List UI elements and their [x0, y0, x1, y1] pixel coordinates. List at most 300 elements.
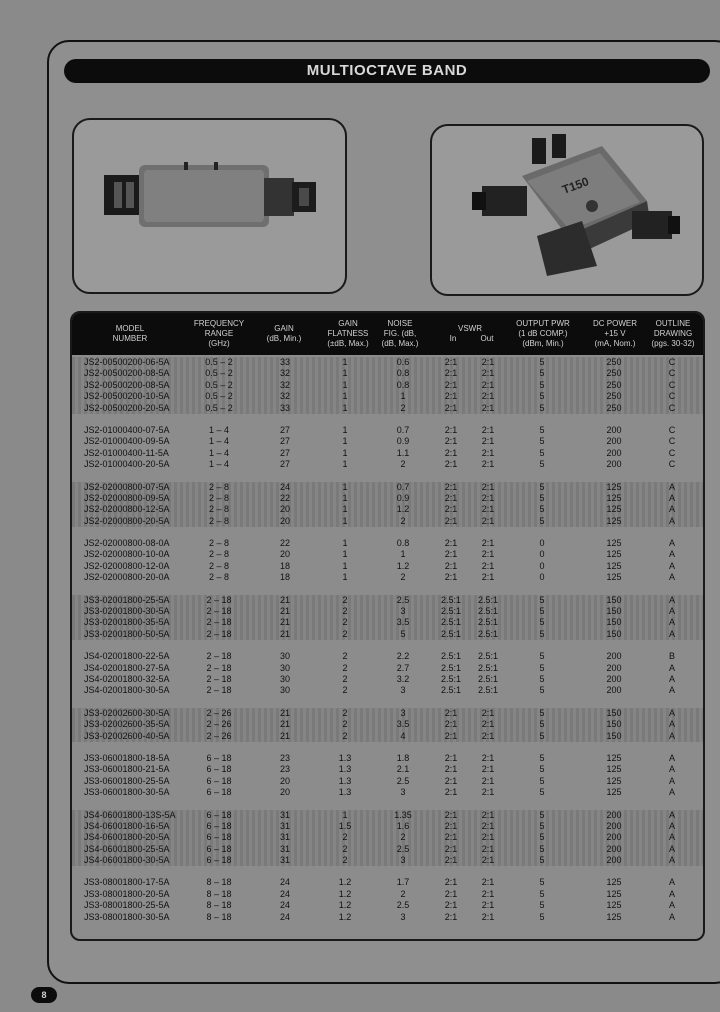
cell-vswr-in: 2.5:1 [440, 628, 462, 639]
cell-noise-figure: 1 [400, 549, 406, 560]
cell-gain: 27 [279, 424, 290, 435]
cell-noise-figure: 3.5 [396, 719, 410, 730]
table-row [72, 753, 703, 764]
cell-vswr-out: 2:1 [481, 357, 495, 367]
cell-vswr-in: 2:1 [444, 719, 458, 730]
cell-noise-figure: 2 [400, 572, 406, 583]
table-row [72, 595, 703, 606]
cell-vswr-in: 2.5:1 [440, 673, 462, 684]
table-row [72, 504, 703, 515]
cell-output-power: 5 [539, 481, 545, 492]
cell-vswr-in: 2.5:1 [440, 594, 462, 605]
table-row [72, 606, 703, 617]
cell-gain: 30 [279, 673, 290, 684]
cell-dc-power: 200 [606, 843, 622, 854]
row-group [72, 753, 703, 799]
cell-dc-power: 150 [606, 606, 622, 617]
cell-gain: 24 [279, 877, 290, 888]
cell-vswr-out: 2.5:1 [477, 685, 499, 696]
cell-vswr-out: 2:1 [481, 752, 495, 763]
cell-frequency: 6 – 18 [206, 820, 232, 831]
cell-vswr-out: 2:1 [481, 764, 495, 775]
cell-noise-figure: 3.5 [396, 617, 410, 628]
cell-output-power: 5 [539, 855, 545, 866]
cell-frequency: 6 – 18 [206, 775, 232, 786]
table-row [72, 844, 703, 855]
cell-output-power: 5 [539, 685, 545, 696]
cell-noise-figure: 5 [400, 628, 406, 639]
table-row [72, 459, 703, 470]
cell-dc-power: 200 [606, 673, 622, 684]
row-group [72, 357, 703, 414]
cell-gain-flatness: 1.2 [338, 877, 352, 888]
cell-model: JS3-08001800-20-5A [84, 888, 170, 899]
cell-gain: 27 [279, 436, 290, 447]
cell-frequency: 2 – 18 [206, 594, 232, 605]
cell-vswr-out: 2:1 [481, 504, 495, 515]
cell-frequency: 6 – 18 [206, 809, 232, 820]
cell-vswr-in: 2:1 [444, 459, 458, 470]
cell-vswr-in: 2:1 [444, 572, 458, 583]
row-group [72, 651, 703, 697]
cell-noise-figure: 1.2 [396, 560, 410, 571]
cell-noise-figure: 0.8 [396, 379, 410, 390]
cell-gain-flatness: 2 [342, 719, 348, 730]
cell-model: JS4-06001800-13S-5A [84, 809, 176, 820]
table-row [72, 900, 703, 911]
cell-outline: A [668, 560, 675, 571]
cell-dc-power: 250 [606, 357, 622, 367]
cell-vswr-in: 2:1 [444, 832, 458, 843]
table-row [72, 403, 703, 414]
cell-noise-figure: 3 [400, 911, 406, 922]
cell-model: JS3-02002600-35-5A [84, 719, 170, 730]
product-photo-flange [430, 124, 704, 296]
cell-gain: 33 [279, 357, 290, 367]
table-row [72, 561, 703, 572]
header-vswr: VSWR In Out [436, 313, 504, 355]
cell-frequency: 1 – 4 [208, 459, 230, 470]
cell-model: JS3-02001800-50-5A [84, 628, 170, 639]
cell-dc-power: 125 [606, 504, 622, 515]
cell-vswr-out: 2:1 [481, 560, 495, 571]
cell-gain-flatness: 1.3 [338, 787, 352, 798]
product-label: T150 [560, 174, 591, 197]
header-output-power: OUTPUT PWR (1 dB COMP.) (dBm, Min.) [516, 319, 570, 348]
cell-output-power: 5 [539, 787, 545, 798]
cell-vswr-in: 2:1 [444, 820, 458, 831]
cell-outline: A [668, 504, 675, 515]
cell-frequency: 0.5 – 2 [205, 357, 233, 367]
cell-vswr-in: 2:1 [444, 504, 458, 515]
cell-output-power: 5 [539, 707, 545, 718]
cell-outline: A [668, 538, 675, 549]
cell-gain-flatness: 1.2 [338, 900, 352, 911]
cell-model: JS4-06001800-25-5A [84, 843, 170, 854]
table-row [72, 685, 703, 696]
cell-noise-figure: 2 [400, 402, 406, 413]
cell-gain-flatness: 1 [342, 809, 348, 820]
cell-gain-flatness: 1 [342, 436, 348, 447]
cell-gain: 24 [279, 888, 290, 899]
cell-vswr-out: 2:1 [481, 572, 495, 583]
cell-output-power: 5 [539, 877, 545, 888]
cell-vswr-in: 2:1 [444, 424, 458, 435]
cell-vswr-in: 2.5:1 [440, 606, 462, 617]
cell-vswr-out: 2:1 [481, 436, 495, 447]
cell-vswr-out: 2:1 [481, 481, 495, 492]
row-group [72, 595, 703, 641]
table-row [72, 436, 703, 447]
cell-output-power: 5 [539, 662, 545, 673]
cell-noise-figure: 2 [400, 459, 406, 470]
cell-model: JS3-02001800-35-5A [84, 617, 170, 628]
cell-output-power: 5 [539, 775, 545, 786]
cell-noise-figure: 0.8 [396, 538, 410, 549]
row-group [72, 877, 703, 923]
cell-noise-figure: 3 [400, 787, 406, 798]
cell-output-power: 0 [539, 549, 545, 560]
cell-gain: 31 [279, 820, 290, 831]
cell-output-power: 5 [539, 368, 545, 379]
cell-model: JS3-02002600-40-5A [84, 730, 170, 741]
cell-output-power: 5 [539, 402, 545, 413]
cell-gain-flatness: 2 [342, 730, 348, 741]
cell-noise-figure: 2.2 [396, 651, 410, 662]
cell-outline: A [668, 481, 675, 492]
cell-gain: 32 [279, 379, 290, 390]
cell-frequency: 6 – 18 [206, 787, 232, 798]
cell-gain: 18 [279, 560, 290, 571]
cell-frequency: 2 – 26 [206, 730, 232, 741]
cell-noise-figure: 2 [400, 515, 406, 526]
cell-vswr-out: 2:1 [481, 719, 495, 730]
cell-noise-figure: 0.6 [396, 357, 410, 367]
cell-gain: 32 [279, 368, 290, 379]
cell-gain: 32 [279, 391, 290, 402]
cell-outline: A [668, 888, 675, 899]
cell-frequency: 2 – 18 [206, 685, 232, 696]
cell-gain-flatness: 1.3 [338, 752, 352, 763]
cell-frequency: 8 – 18 [206, 900, 232, 911]
cell-outline: A [668, 515, 675, 526]
cell-vswr-in: 2:1 [444, 357, 458, 367]
cell-vswr-in: 2:1 [444, 515, 458, 526]
cell-noise-figure: 3 [400, 606, 406, 617]
cell-gain: 31 [279, 855, 290, 866]
cell-model: JS2-02000800-07-5A [84, 481, 170, 492]
cell-frequency: 1 – 4 [208, 447, 230, 458]
table-row [72, 493, 703, 504]
cell-gain-flatness: 1 [342, 391, 348, 402]
table-row [72, 764, 703, 775]
cell-outline: A [668, 843, 675, 854]
cell-gain-flatness: 1 [342, 424, 348, 435]
cell-vswr-in: 2.5:1 [440, 662, 462, 673]
cell-vswr-out: 2:1 [481, 877, 495, 888]
cell-vswr-in: 2:1 [444, 787, 458, 798]
cell-dc-power: 200 [606, 447, 622, 458]
cell-gain: 31 [279, 843, 290, 854]
cell-noise-figure: 0.9 [396, 492, 410, 503]
cell-model: JS2-02000800-09-5A [84, 492, 170, 503]
cell-frequency: 6 – 18 [206, 843, 232, 854]
cell-output-power: 5 [539, 436, 545, 447]
cell-vswr-out: 2:1 [481, 391, 495, 402]
cell-vswr-out: 2:1 [481, 775, 495, 786]
table-row [72, 731, 703, 742]
row-group [72, 810, 703, 867]
cell-model: JS2-01000400-11-5A [84, 447, 169, 458]
cell-outline: C [668, 379, 676, 390]
cell-noise-figure: 3.2 [396, 673, 410, 684]
cell-output-power: 0 [539, 560, 545, 571]
header-vswr-out: Out [480, 334, 494, 343]
cell-model: JS3-06001800-25-5A [84, 775, 170, 786]
cell-gain: 30 [279, 662, 290, 673]
cell-gain: 21 [279, 594, 290, 605]
cell-model: JS2-02000800-12-5A [84, 504, 170, 515]
cell-gain-flatness: 1.5 [338, 820, 352, 831]
cell-output-power: 5 [539, 888, 545, 899]
cell-output-power: 5 [539, 651, 545, 662]
header-model: MODEL NUMBER [112, 324, 148, 343]
cell-dc-power: 125 [606, 752, 622, 763]
cell-gain: 21 [279, 606, 290, 617]
cell-outline: A [668, 628, 675, 639]
cell-vswr-out: 2.5:1 [477, 662, 499, 673]
cell-vswr-out: 2.5:1 [477, 617, 499, 628]
cell-gain-flatness: 1 [342, 459, 348, 470]
product-photo-inline [72, 118, 347, 294]
cell-vswr-out: 2:1 [481, 379, 495, 390]
table-row [72, 663, 703, 674]
cell-output-power: 5 [539, 379, 545, 390]
cell-noise-figure: 1.8 [396, 752, 410, 763]
cell-outline: C [668, 447, 676, 458]
cell-output-power: 5 [539, 832, 545, 843]
cell-model: JS2-02000800-08-0A [84, 538, 170, 549]
cell-gain: 20 [279, 775, 290, 786]
cell-vswr-out: 2:1 [481, 911, 495, 922]
section-title: MULTIOCTAVE BAND [64, 59, 710, 83]
cell-frequency: 1 – 4 [208, 436, 230, 447]
cell-gain: 20 [279, 515, 290, 526]
cell-outline: A [668, 832, 675, 843]
cell-gain: 24 [279, 481, 290, 492]
cell-outline: A [668, 662, 675, 673]
cell-dc-power: 250 [606, 379, 622, 390]
cell-dc-power: 150 [606, 730, 622, 741]
table-row [72, 629, 703, 640]
table-row [72, 708, 703, 719]
page-number: 8 [31, 987, 57, 1003]
cell-vswr-out: 2:1 [481, 730, 495, 741]
cell-dc-power: 125 [606, 572, 622, 583]
table-row [72, 425, 703, 436]
cell-dc-power: 200 [606, 651, 622, 662]
cell-model: JS2-01000400-07-5A [84, 424, 170, 435]
cell-gain-flatness: 2 [342, 594, 348, 605]
cell-gain-flatness: 1 [342, 572, 348, 583]
cell-model: JS4-06001800-20-5A [84, 832, 170, 843]
cell-gain: 23 [279, 752, 290, 763]
cell-noise-figure: 1.2 [396, 504, 410, 515]
cell-output-power: 5 [539, 673, 545, 684]
cell-dc-power: 125 [606, 560, 622, 571]
cell-noise-figure: 2.5 [396, 900, 410, 911]
cell-gain-flatness: 2 [342, 606, 348, 617]
cell-output-power: 5 [539, 606, 545, 617]
table-row [72, 538, 703, 549]
cell-noise-figure: 2.5 [396, 594, 410, 605]
cell-gain: 22 [279, 538, 290, 549]
cell-vswr-in: 2:1 [444, 391, 458, 402]
header-noise-figure: NOISE FIG. (dB, (dB, Max.) [381, 319, 419, 348]
cell-dc-power: 125 [606, 787, 622, 798]
cell-gain-flatness: 1 [342, 515, 348, 526]
cell-model: JS3-02001800-25-5A [84, 594, 170, 605]
cell-gain: 24 [279, 900, 290, 911]
cell-frequency: 8 – 18 [206, 877, 232, 888]
cell-vswr-in: 2:1 [444, 549, 458, 560]
cell-outline: C [668, 459, 676, 470]
cell-model: JS3-06001800-18-5A [84, 752, 170, 763]
cell-dc-power: 125 [606, 764, 622, 775]
cell-outline: B [668, 651, 675, 662]
cell-frequency: 2 – 18 [206, 662, 232, 673]
cell-frequency: 0.5 – 2 [205, 391, 233, 402]
cell-outline: A [668, 752, 675, 763]
cell-vswr-in: 2:1 [444, 764, 458, 775]
cell-outline: A [668, 606, 675, 617]
table-row [72, 391, 703, 402]
cell-noise-figure: 1 [400, 391, 406, 402]
table-row [72, 889, 703, 900]
cell-output-power: 5 [539, 628, 545, 639]
cell-model: JS2-02000800-20-5A [84, 515, 170, 526]
cell-outline: A [668, 820, 675, 831]
cell-dc-power: 200 [606, 685, 622, 696]
cell-outline: C [668, 357, 676, 367]
cell-gain: 21 [279, 617, 290, 628]
cell-outline: A [668, 572, 675, 583]
cell-vswr-in: 2:1 [444, 730, 458, 741]
cell-noise-figure: 3 [400, 685, 406, 696]
cell-noise-figure: 0.7 [396, 424, 410, 435]
row-group [72, 708, 703, 742]
table-row [72, 448, 703, 459]
table-row [72, 821, 703, 832]
cell-gain-flatness: 1.2 [338, 888, 352, 899]
cell-frequency: 2 – 18 [206, 673, 232, 684]
table-row [72, 776, 703, 787]
cell-outline: A [668, 911, 675, 922]
cell-vswr-in: 2:1 [444, 492, 458, 503]
cell-gain: 30 [279, 685, 290, 696]
table-row [72, 516, 703, 527]
table-row [72, 855, 703, 866]
inline-amplifier-illustration [74, 120, 345, 292]
cell-noise-figure: 1.6 [396, 820, 410, 831]
cell-outline: C [668, 402, 676, 413]
cell-vswr-out: 2.5:1 [477, 594, 499, 605]
cell-dc-power: 150 [606, 719, 622, 730]
cell-outline: A [668, 787, 675, 798]
cell-vswr-out: 2:1 [481, 538, 495, 549]
cell-noise-figure: 1.1 [396, 447, 410, 458]
cell-vswr-in: 2:1 [444, 809, 458, 820]
cell-dc-power: 200 [606, 662, 622, 673]
cell-dc-power: 125 [606, 481, 622, 492]
cell-outline: A [668, 673, 675, 684]
cell-dc-power: 150 [606, 617, 622, 628]
cell-model: JS3-06001800-30-5A [84, 787, 170, 798]
cell-frequency: 0.5 – 2 [205, 368, 233, 379]
table-row [72, 357, 703, 368]
cell-vswr-out: 2:1 [481, 832, 495, 843]
cell-model: JS2-00500200-20-5A [84, 402, 170, 413]
cell-frequency: 2 – 8 [208, 515, 230, 526]
cell-frequency: 2 – 18 [206, 651, 232, 662]
cell-dc-power: 150 [606, 628, 622, 639]
header-gain-flatness: GAIN FLATNESS (±dB, Max.) [327, 319, 369, 348]
cell-model: JS3-08001800-30-5A [84, 911, 170, 922]
cell-noise-figure: 0.7 [396, 481, 410, 492]
cell-output-power: 5 [539, 447, 545, 458]
cell-vswr-out: 2:1 [481, 843, 495, 854]
cell-gain-flatness: 2 [342, 651, 348, 662]
cell-dc-power: 125 [606, 911, 622, 922]
cell-model: JS2-02000800-10-0A [84, 549, 170, 560]
cell-vswr-out: 2.5:1 [477, 628, 499, 639]
cell-model: JS2-00500200-06-5A [84, 357, 170, 367]
cell-dc-power: 125 [606, 492, 622, 503]
cell-gain: 20 [279, 549, 290, 560]
cell-vswr-in: 2.5:1 [440, 651, 462, 662]
cell-gain-flatness: 1 [342, 481, 348, 492]
table-row [72, 572, 703, 583]
cell-output-power: 5 [539, 617, 545, 628]
cell-model: JS4-06001800-30-5A [84, 855, 170, 866]
cell-dc-power: 125 [606, 775, 622, 786]
cell-vswr-in: 2:1 [444, 752, 458, 763]
cell-gain-flatness: 1.2 [338, 911, 352, 922]
cell-gain-flatness: 2 [342, 843, 348, 854]
cell-outline: C [668, 424, 676, 435]
table-row [72, 719, 703, 730]
cell-gain: 27 [279, 447, 290, 458]
cell-output-power: 5 [539, 459, 545, 470]
cell-dc-power: 200 [606, 459, 622, 470]
cell-gain-flatness: 1 [342, 357, 348, 367]
table-row [72, 651, 703, 662]
cell-noise-figure: 1.7 [396, 877, 410, 888]
header-vswr-in: In [449, 334, 457, 343]
cell-frequency: 8 – 18 [206, 888, 232, 899]
cell-model: JS4-02001800-30-5A [84, 685, 170, 696]
cell-dc-power: 125 [606, 549, 622, 560]
cell-gain-flatness: 2 [342, 832, 348, 843]
cell-vswr-out: 2:1 [481, 492, 495, 503]
cell-frequency: 2 – 26 [206, 719, 232, 730]
table-row [72, 674, 703, 685]
cell-outline: A [668, 775, 675, 786]
cell-gain-flatness: 1 [342, 447, 348, 458]
cell-model: JS2-01000400-20-5A [84, 459, 170, 470]
cell-vswr-in: 2:1 [444, 707, 458, 718]
cell-gain: 27 [279, 459, 290, 470]
